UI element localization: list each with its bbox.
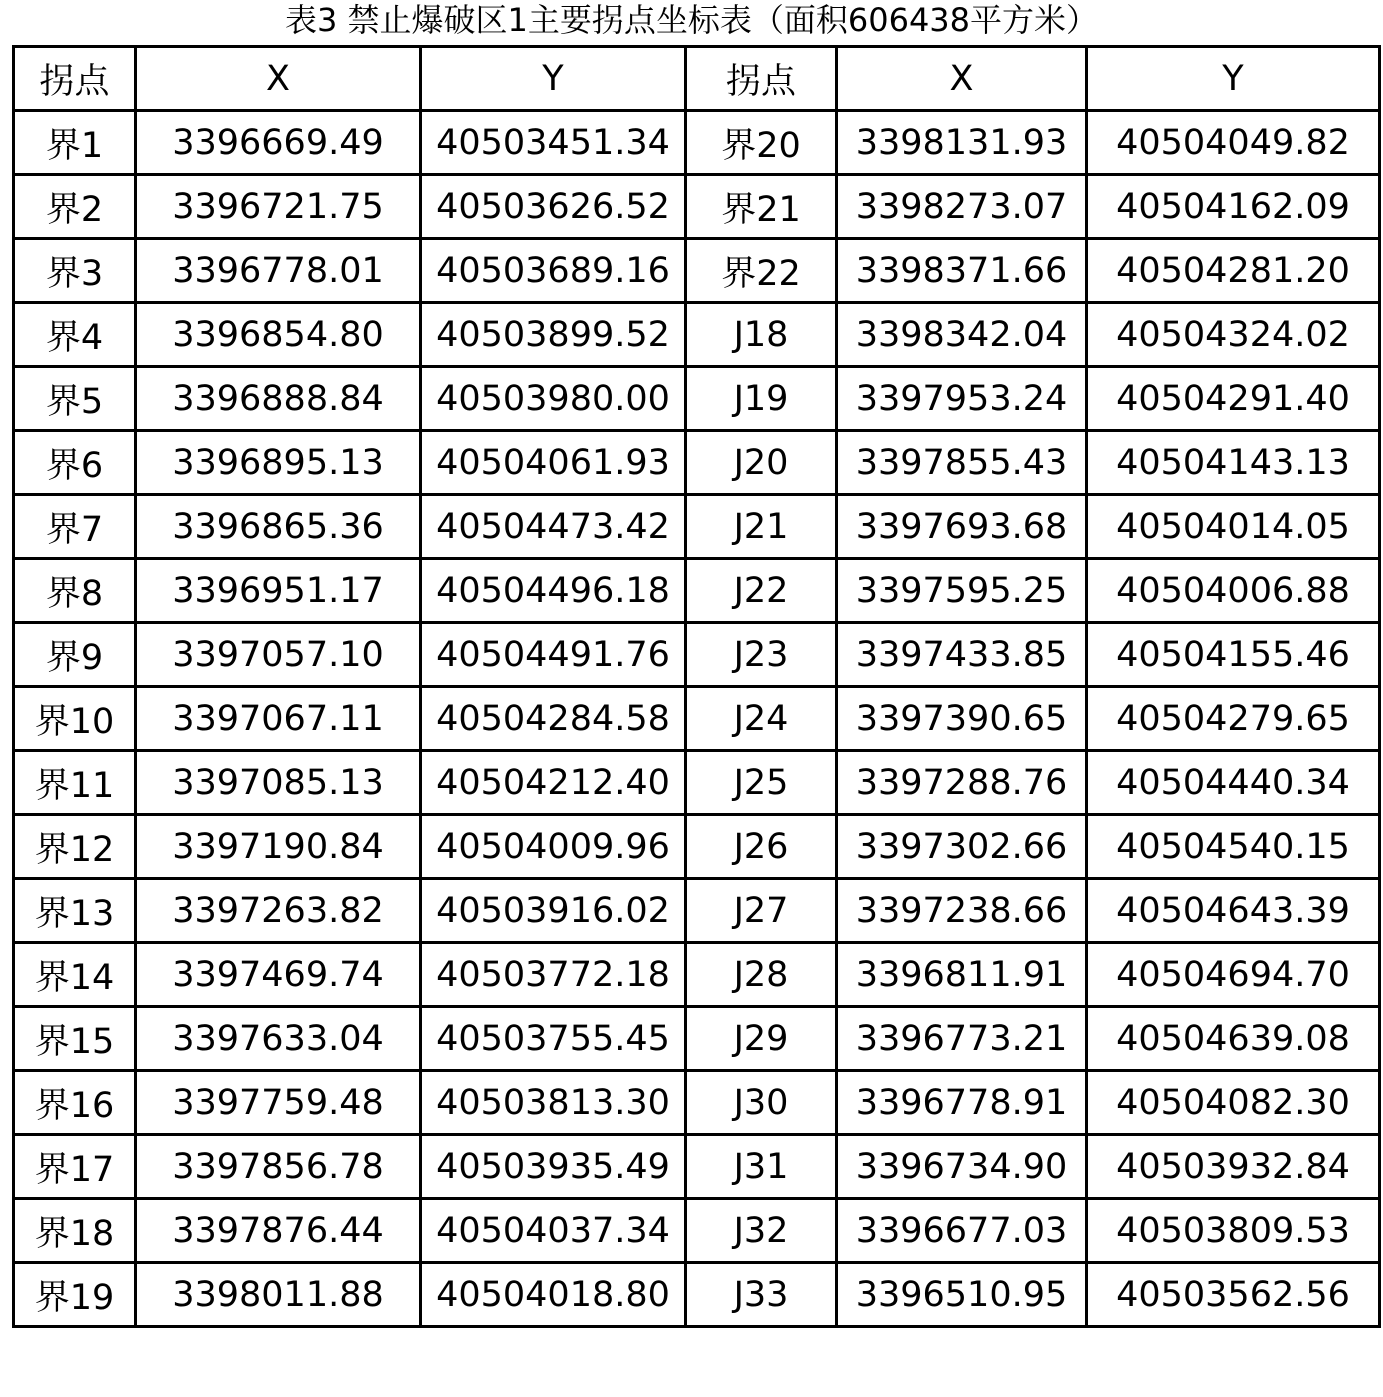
x-cell: 3396888.84 bbox=[136, 367, 421, 431]
x-cell: 3397263.82 bbox=[136, 879, 421, 943]
y-cell: 40504491.76 bbox=[421, 623, 686, 687]
table-row bbox=[14, 623, 1380, 687]
point-cell: J28 bbox=[686, 943, 837, 1007]
y-cell: 40503809.53 bbox=[1087, 1199, 1380, 1263]
y-cell: 40504440.34 bbox=[1087, 751, 1380, 815]
y-cell: 40504018.80 bbox=[421, 1263, 686, 1327]
point-cell: 界15 bbox=[14, 1007, 136, 1071]
y-cell: 40503813.30 bbox=[421, 1071, 686, 1135]
x-cell: 3398131.93 bbox=[837, 111, 1087, 175]
table-row bbox=[14, 1071, 1380, 1135]
point-cell: 界8 bbox=[14, 559, 136, 623]
y-cell: 40504540.15 bbox=[1087, 815, 1380, 879]
y-cell: 40504006.88 bbox=[1087, 559, 1380, 623]
y-cell: 40504162.09 bbox=[1087, 175, 1380, 239]
y-cell: 40504061.93 bbox=[421, 431, 686, 495]
x-cell: 3397390.65 bbox=[837, 687, 1087, 751]
table-row bbox=[14, 239, 1380, 303]
column-header-y: Y bbox=[1087, 47, 1380, 111]
x-cell: 3397759.48 bbox=[136, 1071, 421, 1135]
y-cell: 40504291.40 bbox=[1087, 367, 1380, 431]
y-cell: 40504643.39 bbox=[1087, 879, 1380, 943]
y-cell: 40503689.16 bbox=[421, 239, 686, 303]
y-cell: 40504694.70 bbox=[1087, 943, 1380, 1007]
point-cell: 界12 bbox=[14, 815, 136, 879]
x-cell: 3397302.66 bbox=[837, 815, 1087, 879]
y-cell: 40504082.30 bbox=[1087, 1071, 1380, 1135]
point-cell: 界7 bbox=[14, 495, 136, 559]
x-cell: 3396734.90 bbox=[837, 1135, 1087, 1199]
x-cell: 3397953.24 bbox=[837, 367, 1087, 431]
x-cell: 3397067.11 bbox=[136, 687, 421, 751]
y-cell: 40504279.65 bbox=[1087, 687, 1380, 751]
point-cell: J25 bbox=[686, 751, 837, 815]
point-cell: 界1 bbox=[14, 111, 136, 175]
y-cell: 40504037.34 bbox=[421, 1199, 686, 1263]
table-row bbox=[14, 1263, 1380, 1327]
point-cell: J23 bbox=[686, 623, 837, 687]
point-cell: 界21 bbox=[686, 175, 837, 239]
x-cell: 3396854.80 bbox=[136, 303, 421, 367]
x-cell: 3396721.75 bbox=[136, 175, 421, 239]
x-cell: 3396865.36 bbox=[136, 495, 421, 559]
table-body bbox=[14, 111, 1380, 1327]
table-row bbox=[14, 367, 1380, 431]
point-cell: J22 bbox=[686, 559, 837, 623]
y-cell: 40504049.82 bbox=[1087, 111, 1380, 175]
point-cell: 界14 bbox=[14, 943, 136, 1007]
x-cell: 3397855.43 bbox=[837, 431, 1087, 495]
point-cell: 界20 bbox=[686, 111, 837, 175]
x-cell: 3396669.49 bbox=[136, 111, 421, 175]
x-cell: 3396778.01 bbox=[136, 239, 421, 303]
point-cell: 界13 bbox=[14, 879, 136, 943]
table-row bbox=[14, 431, 1380, 495]
x-cell: 3398342.04 bbox=[837, 303, 1087, 367]
x-cell: 3398273.07 bbox=[837, 175, 1087, 239]
y-cell: 40503932.84 bbox=[1087, 1135, 1380, 1199]
point-cell: 界22 bbox=[686, 239, 837, 303]
y-cell: 40503980.00 bbox=[421, 367, 686, 431]
column-header-y: Y bbox=[421, 47, 686, 111]
x-cell: 3397057.10 bbox=[136, 623, 421, 687]
x-cell: 3396951.17 bbox=[136, 559, 421, 623]
y-cell: 40504473.42 bbox=[421, 495, 686, 559]
x-cell: 3397633.04 bbox=[136, 1007, 421, 1071]
y-cell: 40504284.58 bbox=[421, 687, 686, 751]
point-cell: 界6 bbox=[14, 431, 136, 495]
table-row bbox=[14, 815, 1380, 879]
point-cell: J29 bbox=[686, 1007, 837, 1071]
y-cell: 40504281.20 bbox=[1087, 239, 1380, 303]
x-cell: 3397693.68 bbox=[837, 495, 1087, 559]
table-row bbox=[14, 111, 1380, 175]
y-cell: 40504212.40 bbox=[421, 751, 686, 815]
x-cell: 3398371.66 bbox=[837, 239, 1087, 303]
point-cell: 界9 bbox=[14, 623, 136, 687]
point-cell: 界11 bbox=[14, 751, 136, 815]
table-row bbox=[14, 1199, 1380, 1263]
y-cell: 40504496.18 bbox=[421, 559, 686, 623]
point-cell: J31 bbox=[686, 1135, 837, 1199]
x-cell: 3397433.85 bbox=[837, 623, 1087, 687]
table-row bbox=[14, 879, 1380, 943]
point-cell: 界3 bbox=[14, 239, 136, 303]
y-cell: 40504155.46 bbox=[1087, 623, 1380, 687]
x-cell: 3397238.66 bbox=[837, 879, 1087, 943]
column-header-x: X bbox=[136, 47, 421, 111]
x-cell: 3397876.44 bbox=[136, 1199, 421, 1263]
y-cell: 40503772.18 bbox=[421, 943, 686, 1007]
point-cell: J33 bbox=[686, 1263, 837, 1327]
table-row bbox=[14, 687, 1380, 751]
table-title: 表3 禁止爆破区1主要拐点坐标表（面积606438平方米） bbox=[284, 1, 1099, 39]
column-header-x: X bbox=[837, 47, 1087, 111]
table-row bbox=[14, 303, 1380, 367]
point-cell: J19 bbox=[686, 367, 837, 431]
x-cell: 3396510.95 bbox=[837, 1263, 1087, 1327]
y-cell: 40504009.96 bbox=[421, 815, 686, 879]
y-cell: 40503451.34 bbox=[421, 111, 686, 175]
y-cell: 40503626.52 bbox=[421, 175, 686, 239]
x-cell: 3397085.13 bbox=[136, 751, 421, 815]
point-cell: 界16 bbox=[14, 1071, 136, 1135]
point-cell: 界19 bbox=[14, 1263, 136, 1327]
point-cell: J26 bbox=[686, 815, 837, 879]
y-cell: 40504639.08 bbox=[1087, 1007, 1380, 1071]
column-header-point: 拐点 bbox=[686, 47, 837, 111]
x-cell: 3396811.91 bbox=[837, 943, 1087, 1007]
table-row bbox=[14, 1007, 1380, 1071]
y-cell: 40504143.13 bbox=[1087, 431, 1380, 495]
x-cell: 3397856.78 bbox=[136, 1135, 421, 1199]
point-cell: 界5 bbox=[14, 367, 136, 431]
x-cell: 3397190.84 bbox=[136, 815, 421, 879]
x-cell: 3396677.03 bbox=[837, 1199, 1087, 1263]
table-row bbox=[14, 559, 1380, 623]
x-cell: 3397469.74 bbox=[136, 943, 421, 1007]
header-row bbox=[14, 47, 1380, 111]
y-cell: 40504014.05 bbox=[1087, 495, 1380, 559]
y-cell: 40503935.49 bbox=[421, 1135, 686, 1199]
y-cell: 40503899.52 bbox=[421, 303, 686, 367]
table-row bbox=[14, 175, 1380, 239]
table-row bbox=[14, 495, 1380, 559]
point-cell: J18 bbox=[686, 303, 837, 367]
x-cell: 3396773.21 bbox=[837, 1007, 1087, 1071]
point-cell: J32 bbox=[686, 1199, 837, 1263]
table-row bbox=[14, 943, 1380, 1007]
x-cell: 3397288.76 bbox=[837, 751, 1087, 815]
point-cell: J27 bbox=[686, 879, 837, 943]
point-cell: J20 bbox=[686, 431, 837, 495]
x-cell: 3396778.91 bbox=[837, 1071, 1087, 1135]
point-cell: J24 bbox=[686, 687, 837, 751]
y-cell: 40504324.02 bbox=[1087, 303, 1380, 367]
point-cell: 界10 bbox=[14, 687, 136, 751]
coordinate-table bbox=[12, 45, 1381, 1328]
point-cell: J21 bbox=[686, 495, 837, 559]
y-cell: 40503562.56 bbox=[1087, 1263, 1380, 1327]
column-header-point: 拐点 bbox=[14, 47, 136, 111]
table-row bbox=[14, 751, 1380, 815]
x-cell: 3397595.25 bbox=[837, 559, 1087, 623]
x-cell: 3396895.13 bbox=[136, 431, 421, 495]
table-row bbox=[14, 1135, 1380, 1199]
point-cell: 界18 bbox=[14, 1199, 136, 1263]
point-cell: 界2 bbox=[14, 175, 136, 239]
x-cell: 3398011.88 bbox=[136, 1263, 421, 1327]
point-cell: 界17 bbox=[14, 1135, 136, 1199]
point-cell: 界4 bbox=[14, 303, 136, 367]
y-cell: 40503755.45 bbox=[421, 1007, 686, 1071]
point-cell: J30 bbox=[686, 1071, 837, 1135]
y-cell: 40503916.02 bbox=[421, 879, 686, 943]
